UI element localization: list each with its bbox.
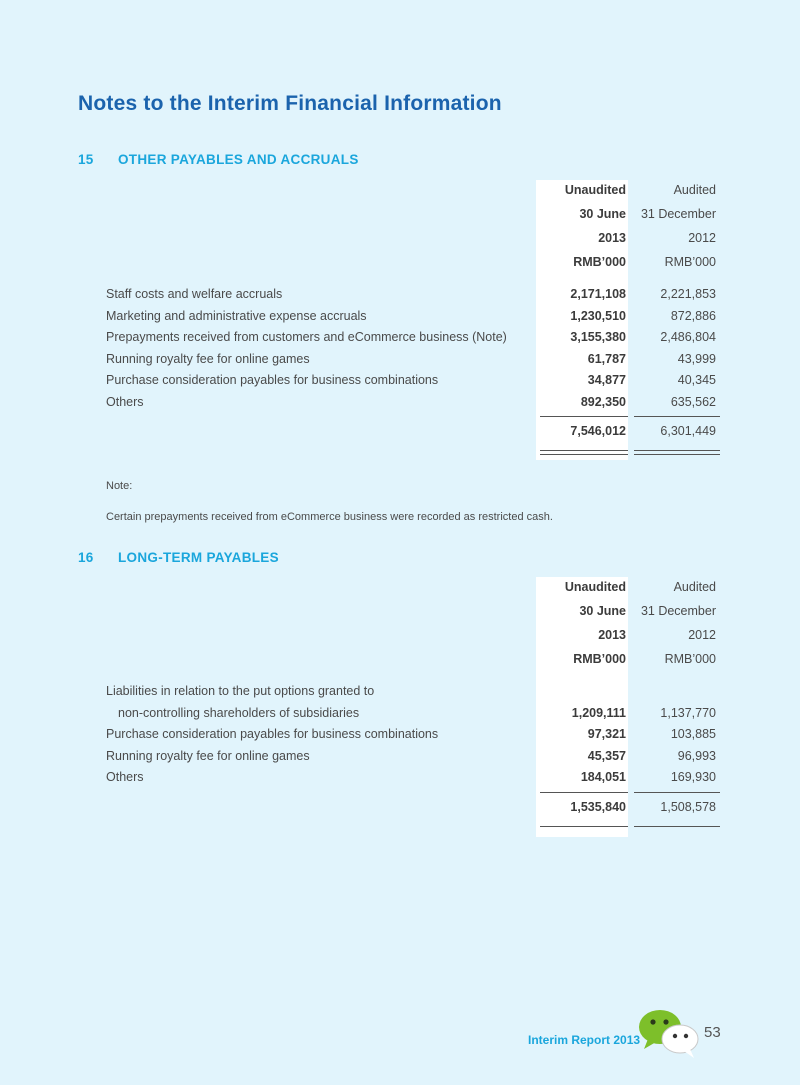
subtotal-rule-2013 (540, 416, 628, 417)
row-label: Running royalty fee for online games (106, 351, 310, 366)
header-row-status (106, 577, 720, 601)
section-16-title: LONG-TERM PAYABLES (118, 550, 279, 565)
section-16-table (106, 577, 720, 837)
col-2013-status: Unaudited (564, 580, 626, 594)
note-label: Note: (106, 480, 133, 492)
col-2012-status: Audited (673, 183, 716, 197)
section-15-heading (78, 152, 359, 167)
table-row (106, 370, 720, 392)
table-row (106, 746, 720, 768)
total-value-2013: 7,546,012 (570, 424, 626, 438)
table-row (106, 284, 720, 306)
col-2013-date: 30 June (579, 207, 626, 221)
table-row (106, 767, 720, 789)
subtotal-rule-2012 (634, 416, 720, 417)
total-rule-2013 (540, 826, 628, 827)
subtotal-rule-2013 (540, 792, 628, 793)
total-rule-2012 (634, 826, 720, 827)
col-2012-date: 31 December (640, 207, 716, 221)
row-value-2013: 34,877 (587, 373, 626, 387)
row-label: Purchase consideration payables for business combinations (106, 727, 439, 741)
row-value-2013: 45,357 (587, 748, 626, 763)
total-row (106, 797, 720, 819)
row-value-2012: 872,886 (670, 308, 716, 323)
header-row-unit (106, 252, 720, 284)
row-value-2012: 2,221,853 (660, 287, 716, 301)
header-row-status (106, 180, 720, 204)
col-2012-year: 2012 (688, 628, 716, 642)
section-15-number: 15 (78, 152, 94, 167)
row-value-2013: 1,230,510 (570, 308, 626, 323)
table-row (106, 327, 720, 349)
total-double-rule-2012 (634, 450, 720, 455)
row-label: Others (106, 770, 144, 784)
row-value-2012: 103,885 (670, 727, 716, 741)
col-2013-unit: RMB’000 (573, 652, 626, 666)
col-2012-unit: RMB’000 (664, 652, 716, 666)
row-label: Liabilities in relation to the put options granted to (106, 684, 375, 698)
report-name: Interim Report 2013 (528, 1033, 641, 1047)
col-2013-year: 2013 (598, 231, 626, 245)
row-label: Staff costs and welfare accruals (106, 287, 283, 301)
header-row-year (106, 228, 720, 252)
section-15-table (106, 180, 720, 460)
table-row (106, 703, 720, 725)
row-label: Purchase consideration payables for business combinations (106, 373, 439, 387)
col-2012-status: Audited (673, 580, 716, 594)
page-title: Notes to the Interim Financial Information (78, 92, 502, 115)
section-16-heading (78, 550, 279, 565)
row-value-2013: 3,155,380 (570, 330, 626, 344)
row-value-2013: 2,171,108 (570, 287, 626, 301)
total-value-2013: 1,535,840 (570, 799, 626, 814)
section-16-number: 16 (78, 550, 94, 565)
page-number: 53 (704, 1024, 721, 1041)
row-value-2012: 1,137,770 (660, 705, 716, 720)
header-row-year (106, 625, 720, 649)
table-row (106, 306, 720, 328)
table-row (106, 681, 720, 703)
header-row-date (106, 204, 720, 228)
row-label: non-controlling shareholders of subsidiaries (118, 705, 360, 720)
section-15-title: OTHER PAYABLES AND ACCRUALS (118, 152, 359, 167)
table-row (106, 392, 720, 414)
row-value-2012: 96,993 (677, 748, 716, 763)
table-row (106, 349, 720, 371)
col-2012-date: 31 December (640, 604, 716, 618)
col-2012-unit: RMB’000 (664, 255, 716, 269)
row-label: Marketing and administrative expense accruals (106, 308, 367, 323)
header-row-date (106, 601, 720, 625)
total-value-2012: 1,508,578 (660, 799, 716, 814)
row-value-2012: 43,999 (677, 351, 716, 366)
wechat-logo-icon (636, 1005, 702, 1061)
header-row-unit (106, 649, 720, 681)
row-value-2013: 61,787 (587, 351, 626, 366)
note-text: Certain prepayments received from eCommerce business were recorded as restricted cash. (106, 511, 553, 523)
table-row (106, 724, 720, 746)
total-double-rule-2013 (540, 450, 628, 455)
subtotal-rule-2012 (634, 792, 720, 793)
row-value-2013: 892,350 (580, 394, 626, 409)
row-value-2012: 169,930 (670, 770, 716, 784)
row-value-2013: 97,321 (587, 727, 626, 741)
col-2013-year: 2013 (598, 628, 626, 642)
total-row (106, 421, 720, 443)
col-2012-year: 2012 (688, 231, 716, 245)
row-label: Running royalty fee for online games (106, 748, 310, 763)
col-2013-date: 30 June (579, 604, 626, 618)
row-value-2013: 184,051 (580, 770, 626, 784)
row-value-2012: 40,345 (677, 373, 716, 387)
row-value-2012: 635,562 (670, 394, 716, 409)
total-value-2012: 6,301,449 (660, 424, 716, 438)
col-2013-unit: RMB’000 (573, 255, 626, 269)
col-2013-status: Unaudited (564, 183, 626, 197)
row-label: Prepayments received from customers and eCommerce business (Note) (106, 330, 507, 344)
row-value-2013: 1,209,111 (571, 705, 626, 720)
row-label: Others (106, 394, 144, 409)
row-value-2012: 2,486,804 (660, 330, 716, 344)
